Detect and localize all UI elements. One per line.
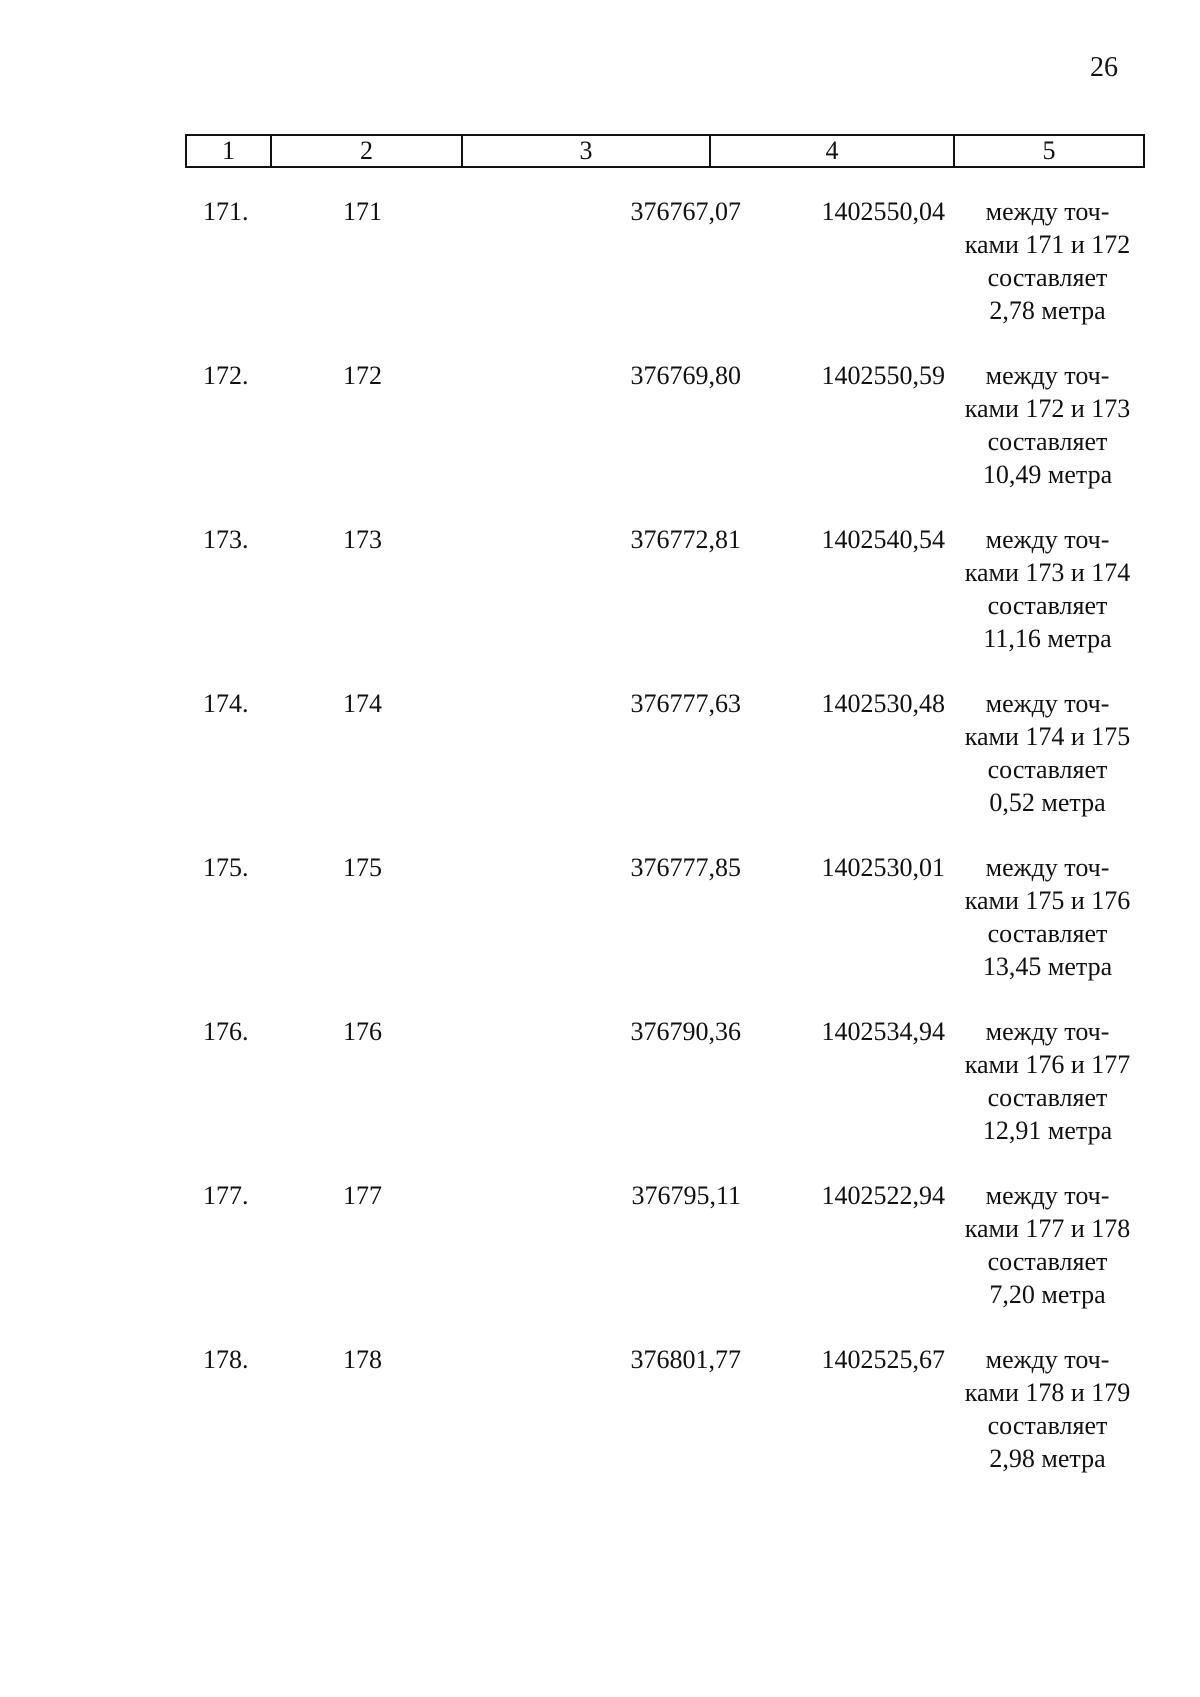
- coordinate-y: 1402540,54: [821, 525, 945, 554]
- coordinate-y: 1402534,94: [821, 1017, 945, 1046]
- coordinate-x: 376767,07: [630, 197, 741, 226]
- distance-description-line: составляет: [987, 919, 1108, 948]
- row-number: 171.: [203, 197, 249, 226]
- distance-description-line: ками 171 и 172: [964, 230, 1131, 259]
- row-number: 172.: [203, 361, 249, 390]
- distance-description-line: 7,20 метра: [989, 1280, 1106, 1309]
- point-number: 175: [343, 853, 382, 882]
- coordinate-x: 376772,81: [630, 525, 741, 554]
- distance-description: [950, 195, 1145, 327]
- distance-description-line: составляет: [987, 427, 1108, 456]
- header-cell-3: 3: [463, 136, 711, 166]
- row-number: 173.: [203, 525, 249, 554]
- page-number: 26: [1090, 52, 1118, 83]
- distance-description: [950, 1015, 1145, 1147]
- table-row: [185, 1015, 1145, 1179]
- coordinate-y: 1402530,48: [821, 689, 945, 718]
- point-number: 173: [343, 525, 382, 554]
- header-cell-1: 1: [187, 136, 272, 166]
- distance-description-line: составляет: [987, 755, 1108, 784]
- table-row: [185, 1179, 1145, 1343]
- distance-description-line: составляет: [987, 591, 1108, 620]
- distance-description: [950, 851, 1145, 983]
- table-body: [185, 195, 1145, 1507]
- point-number: 178: [343, 1345, 382, 1374]
- header-cell-5: 5: [1042, 136, 1056, 165]
- distance-description-line: между точ-: [985, 525, 1110, 554]
- distance-description: [950, 687, 1145, 819]
- distance-description-line: ками 172 и 173: [964, 394, 1131, 423]
- coordinate-x: 376801,77: [630, 1345, 741, 1374]
- point-number: 177: [343, 1181, 382, 1210]
- coordinate-y: 1402522,94: [821, 1181, 945, 1210]
- distance-description-line: 10,49 метра: [982, 460, 1113, 489]
- coordinate-y: 1402550,59: [821, 361, 945, 390]
- coordinate-y: 1402530,01: [821, 853, 945, 882]
- distance-description-line: между точ-: [985, 1181, 1110, 1210]
- distance-description-line: ками 173 и 174: [964, 558, 1131, 587]
- table-row: [185, 195, 1145, 359]
- coordinate-y: 1402550,04: [821, 197, 945, 226]
- distance-description-line: составляет: [987, 263, 1108, 292]
- distance-description-line: между точ-: [985, 361, 1110, 390]
- distance-description-line: составляет: [987, 1247, 1108, 1276]
- coordinate-x: 376769,80: [630, 361, 741, 390]
- coordinate-y: 1402525,67: [821, 1345, 945, 1374]
- table-header: [185, 134, 1145, 168]
- distance-description-line: 11,16 метра: [983, 624, 1112, 653]
- point-number: 174: [343, 689, 382, 718]
- row-number: 176.: [203, 1017, 249, 1046]
- table-row: [185, 1343, 1145, 1507]
- table-row: [185, 687, 1145, 851]
- distance-description-line: 12,91 метра: [982, 1116, 1113, 1145]
- distance-description-line: ками 174 и 175: [964, 722, 1131, 751]
- distance-description-line: между точ-: [985, 689, 1110, 718]
- distance-description: [950, 1179, 1145, 1311]
- point-number: 171: [343, 197, 382, 226]
- distance-description: [950, 1343, 1145, 1475]
- row-number: 174.: [203, 689, 249, 718]
- distance-description-line: между точ-: [985, 853, 1110, 882]
- point-number: 176: [343, 1017, 382, 1046]
- row-number: 178.: [203, 1345, 249, 1374]
- header-cell-4: 4: [711, 136, 955, 166]
- row-number: 175.: [203, 853, 249, 882]
- distance-description-line: между точ-: [985, 1017, 1110, 1046]
- distance-description-line: ками 176 и 177: [964, 1050, 1131, 1079]
- coordinate-x: 376777,63: [630, 689, 741, 718]
- table-row: [185, 851, 1145, 1015]
- distance-description-line: ками 177 и 178: [964, 1214, 1131, 1243]
- distance-description-line: ками 175 и 176: [964, 886, 1131, 915]
- distance-description-line: ками 178 и 179: [964, 1378, 1131, 1407]
- distance-description-line: составляет: [987, 1083, 1108, 1112]
- distance-description-line: 0,52 метра: [989, 788, 1106, 817]
- distance-description: [950, 359, 1145, 491]
- header-cell-2: 2: [272, 136, 463, 166]
- distance-description-line: составляет: [987, 1411, 1108, 1440]
- coordinate-x: 376777,85: [630, 853, 741, 882]
- table-row: [185, 359, 1145, 523]
- distance-description: [950, 523, 1145, 655]
- point-number: 172: [343, 361, 382, 390]
- coordinate-x: 376790,36: [630, 1017, 741, 1046]
- row-number: 177.: [203, 1181, 249, 1210]
- distance-description-line: 2,98 метра: [989, 1444, 1106, 1473]
- distance-description-line: между точ-: [985, 1345, 1110, 1374]
- distance-description-line: 13,45 метра: [982, 952, 1113, 981]
- coordinate-x: 376795,11: [631, 1181, 741, 1210]
- distance-description-line: между точ-: [985, 197, 1110, 226]
- table-row: [185, 523, 1145, 687]
- distance-description-line: 2,78 метра: [989, 296, 1106, 325]
